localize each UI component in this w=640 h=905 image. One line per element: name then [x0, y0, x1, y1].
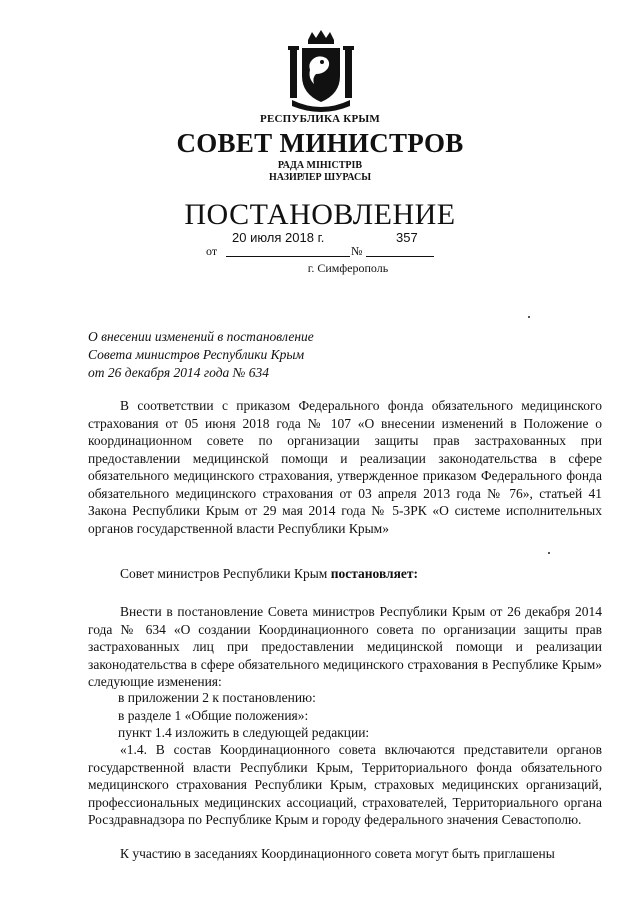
subject-line: О внесении изменений в постановление	[88, 329, 314, 344]
number-label: №	[351, 244, 363, 258]
clause-paragraph: «1.4. В состав Координационного совета включаются представители органов государственной власти Республики Крым, Территориального фонда обязательного медицинского страхования Республики Крым, страховых медицинских организаций, профессиональных медицинских ассоциаций, страхователей, Территориального органа Росздравнадзора по Республике Крым и городу федерального значения Севастополю.	[88, 742, 602, 827]
coat-of-arms-crimea-icon	[286, 30, 356, 114]
resolves-paragraph	[88, 565, 602, 583]
from-label: от	[206, 244, 218, 258]
scan-speck	[528, 316, 530, 318]
document-title: ПОСТАНОВЛЕНИЕ	[184, 198, 456, 231]
number-underline	[366, 256, 434, 257]
subject-line: Совета министров Республики Крым	[88, 347, 305, 362]
resolves-text: Совет министров Республики Крым	[120, 566, 331, 581]
republic-name: РЕСПУБЛИКА КРЫМ	[260, 113, 380, 125]
amendment-paragraph: Внести в постановление Совета министров Республики Крым от 26 декабря 2014 года № 634 «О создании Координационного совета по организации защиты прав застрахованных лиц при предоставлении медицинской помощи и реализации законодательства в сфере обязательного медицинского страхования в Республике Крым» следующие изменения:	[88, 604, 602, 689]
date-underline	[226, 256, 350, 257]
date-number-line	[206, 230, 446, 260]
council-name: СОВЕТ МИНИСТРОВ	[176, 128, 464, 158]
scan-speck	[548, 552, 550, 554]
amendment-item: в разделе 1 «Общие положения»:	[118, 708, 309, 723]
decree-date: 20 июля 2018 г.	[232, 230, 325, 245]
decree-subject	[88, 328, 314, 382]
decree-number: 357	[396, 230, 418, 245]
preamble-paragraph: В соответствии с приказом Федерального фонда обязательного медицинского страхования от 05 июня 2018 года № 107 «О внесении изменений в Положение о координационном совете по организации защиты прав застрахованных при предоставлении медицинской помощи и реализации законодательства в сфере обязательного медицинского страхования, утвержденное приказом Федерального фонда обязательного медицинского страхования от 03 апреля 2013 года № 76», статьей 41 Закона Республики Крым от 29 мая 2014 года № 5-ЗРК «О системе исполнительных органов государственной власти Республики Крым»	[88, 398, 602, 536]
amendment-item: в приложении 2 к постановлению:	[118, 690, 316, 705]
subject-line: от 26 декабря 2014 года № 634	[88, 365, 269, 380]
city: г. Симферополь	[307, 261, 389, 275]
resolves-keyword: постановляет:	[330, 566, 419, 581]
continuation-paragraph: К участию в заседаниях Координационного совета могут быть приглашены	[120, 846, 555, 861]
council-name-ukrainian: РАДА МІНІСТРІВ	[277, 160, 363, 171]
amendment-item: пункт 1.4 изложить в следующей редакции:	[118, 725, 370, 740]
council-name-crimean-tatar: НАЗИРЛЕР ШУРАСЫ	[268, 172, 372, 183]
